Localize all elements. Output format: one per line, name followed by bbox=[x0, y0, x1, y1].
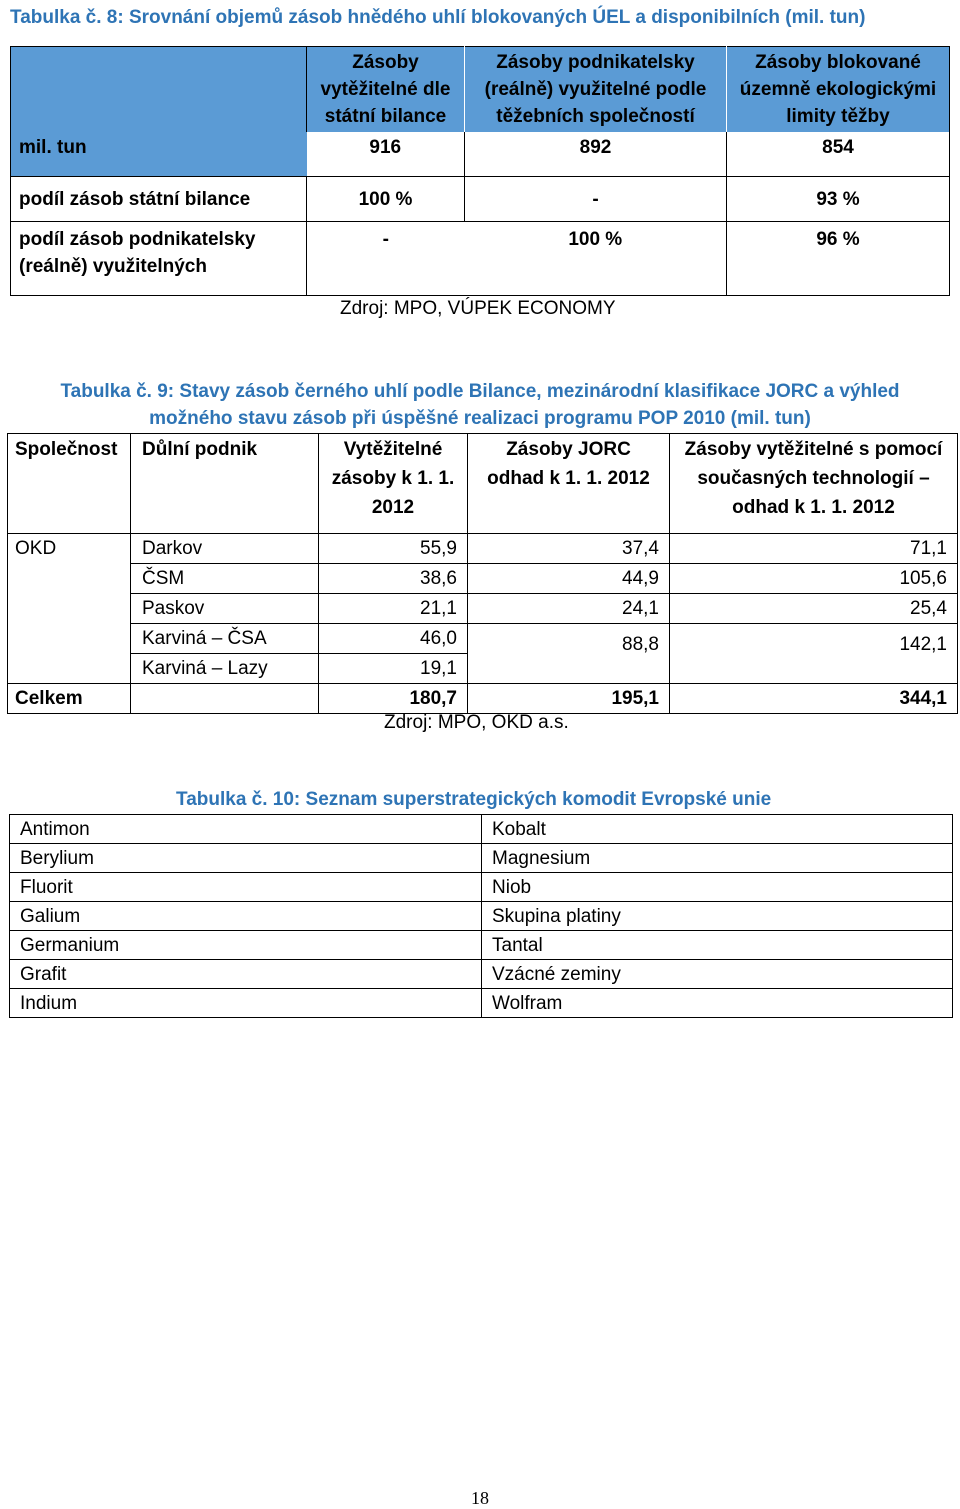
table-row bbox=[10, 873, 953, 902]
table9-cell-karvina-jorc: 88,8 bbox=[468, 624, 670, 684]
table10-cell: Galium bbox=[10, 902, 482, 931]
table9-cell: 21,1 bbox=[319, 594, 468, 624]
table9-header-odhad: Zásoby vytěžitelné s pomocí současných technologií – odhad k 1. 1. 2012 bbox=[670, 434, 958, 534]
table9-cell: 44,9 bbox=[468, 564, 670, 594]
table9-cell: 38,6 bbox=[319, 564, 468, 594]
table8-row-label: podíl zásob státní bilance bbox=[19, 188, 251, 210]
table8-header-podnikatelsky: Zásoby podnikatelsky (reálně) využitelné podle těžebních společností bbox=[484, 52, 707, 127]
table10-cell: Vzácné zeminy bbox=[482, 960, 953, 989]
table8-cell: 100 % bbox=[465, 222, 727, 296]
table9-cell-karvina-odhad: 142,1 bbox=[670, 624, 958, 684]
table10-cell: Magnesium bbox=[482, 844, 953, 873]
table8-header-blokovane: Zásoby blokované územně ekologickými limity těžby bbox=[739, 52, 937, 127]
table9-caption bbox=[0, 378, 960, 432]
table8-cell: 916 bbox=[307, 132, 465, 177]
table10-cell: Berylium bbox=[10, 844, 482, 873]
table-row bbox=[10, 931, 953, 960]
table-row bbox=[10, 815, 953, 844]
table-row bbox=[11, 132, 950, 177]
table9-cell: 37,4 bbox=[468, 534, 670, 564]
table10-cell: Wolfram bbox=[482, 989, 953, 1018]
table9 bbox=[7, 433, 958, 714]
table10-cell: Antimon bbox=[10, 815, 482, 844]
table-row bbox=[11, 177, 950, 222]
table8-header-statni: Zásoby vytěžitelné dle státní bilance bbox=[320, 52, 451, 127]
table8-cell: 93 % bbox=[727, 177, 950, 222]
table10-cell: Fluorit bbox=[10, 873, 482, 902]
table8-cell: - bbox=[465, 177, 727, 222]
table-row bbox=[8, 534, 958, 564]
table-row bbox=[10, 844, 953, 873]
table8-source: Zdroj: MPO, VÚPEK ECONOMY bbox=[340, 298, 616, 319]
table10-cell: Indium bbox=[10, 989, 482, 1018]
table9-cell: 25,4 bbox=[670, 594, 958, 624]
table10-cell: Tantal bbox=[482, 931, 953, 960]
table9-cell: 46,0 bbox=[319, 624, 468, 654]
table10 bbox=[9, 814, 953, 1018]
table10-caption: Tabulka č. 10: Seznam superstrategických komodit Evropské unie bbox=[176, 789, 772, 810]
table-row bbox=[8, 564, 958, 594]
table9-total-cell: 195,1 bbox=[468, 684, 670, 714]
table9-header-vytezitelne: Vytěžitelné zásoby k 1. 1. 2012 bbox=[319, 434, 468, 534]
page-number: 18 bbox=[471, 1488, 489, 1508]
table8-cell: 892 bbox=[465, 132, 727, 177]
table10-cell: Niob bbox=[482, 873, 953, 902]
table9-header-mine: Důlní podnik bbox=[131, 434, 319, 534]
table10-cell: Skupina platiny bbox=[482, 902, 953, 931]
table9-caption-line2: možného stavu zásob při úspěšné realizaci programu POP 2010 (mil. tun) bbox=[149, 408, 811, 429]
table-row bbox=[11, 222, 950, 296]
table8-cell: 854 bbox=[727, 132, 950, 177]
table10-cell: Kobalt bbox=[482, 815, 953, 844]
table-row bbox=[10, 902, 953, 931]
table9-cell: 71,1 bbox=[670, 534, 958, 564]
table8-row-label: podíl zásob podnikatelsky (reálně) využitelných bbox=[19, 229, 256, 277]
table9-mine: Darkov bbox=[131, 534, 319, 564]
table8-cell: - bbox=[307, 222, 465, 296]
table9-cell: 19,1 bbox=[319, 654, 468, 684]
table9-source: Zdroj: MPO, OKD a.s. bbox=[384, 712, 569, 733]
table9-total-label: Celkem bbox=[8, 684, 131, 714]
table8-cell: 96 % bbox=[727, 222, 950, 296]
table9-total-cell: 344,1 bbox=[670, 684, 958, 714]
table8-cell: 100 % bbox=[307, 177, 465, 222]
table10-cell: Grafit bbox=[10, 960, 482, 989]
table9-cell: 105,6 bbox=[670, 564, 958, 594]
table8-row-label: mil. tun bbox=[19, 136, 87, 158]
table-row bbox=[10, 960, 953, 989]
table9-header-jorc: Zásoby JORC odhad k 1. 1. 2012 bbox=[468, 434, 670, 534]
table9-caption-line1: Tabulka č. 9: Stavy zásob černého uhlí podle Bilance, mezinárodní klasifikace JORC a výhled bbox=[60, 381, 900, 402]
table10-cell: Germanium bbox=[10, 931, 482, 960]
table9-total-cell: 180,7 bbox=[319, 684, 468, 714]
table9-cell: 55,9 bbox=[319, 534, 468, 564]
table-row bbox=[10, 989, 953, 1018]
table9-company: OKD bbox=[8, 534, 131, 684]
table8-caption: Tabulka č. 8: Srovnání objemů zásob hnědého uhlí blokovaných ÚEL a disponibilních (mil. tun) bbox=[10, 7, 866, 28]
table-row bbox=[8, 594, 958, 624]
table9-mine: Paskov bbox=[131, 594, 319, 624]
table9-mine: Karviná – ČSA bbox=[131, 624, 319, 654]
table8 bbox=[10, 46, 950, 296]
table9-cell: 24,1 bbox=[468, 594, 670, 624]
table9-mine: Karviná – Lazy bbox=[131, 654, 319, 684]
table9-mine: ČSM bbox=[131, 564, 319, 594]
table9-header-spolecnost: Společnost bbox=[8, 434, 131, 534]
table-row bbox=[8, 624, 958, 654]
